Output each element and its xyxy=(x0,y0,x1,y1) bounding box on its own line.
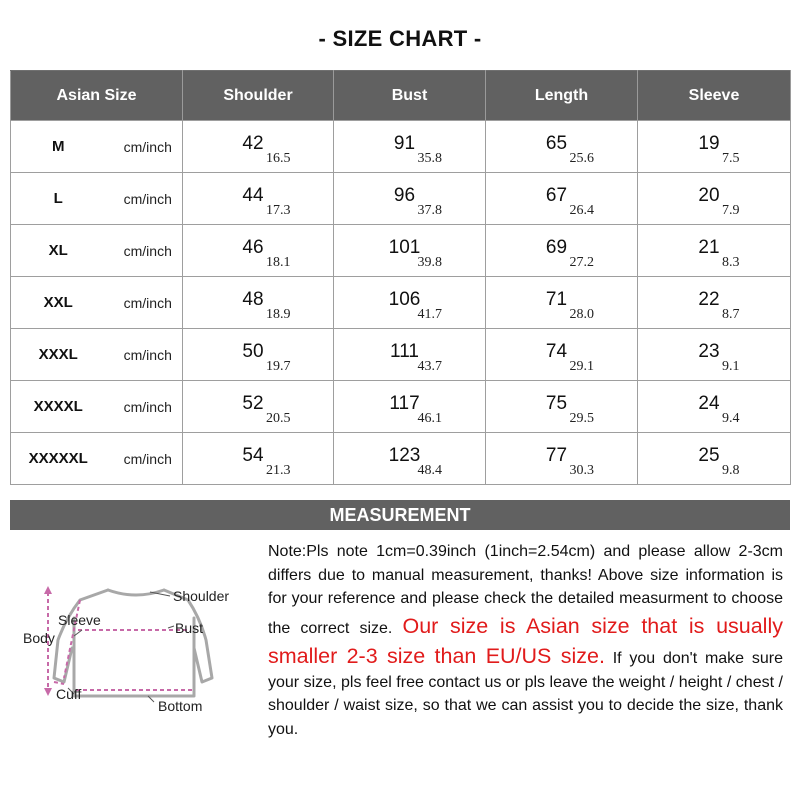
sleeve-cell xyxy=(638,381,791,433)
shoulder-cell xyxy=(183,121,334,173)
bust-inch-value: 48.4 xyxy=(417,463,442,478)
note-asian-size-warning: Our size is Asian size that is usually smaller 2-3 size than EU/US size. xyxy=(268,613,783,668)
bust-cm-value: 101 xyxy=(388,237,421,258)
length-cell xyxy=(486,329,638,381)
header-asian-size: Asian Size xyxy=(11,71,183,121)
shoulder-cm-value: 48 xyxy=(242,289,264,310)
length-cm-value: 75 xyxy=(545,393,568,414)
sleeve-cm-value: 22 xyxy=(698,289,720,310)
shoulder-cell xyxy=(183,277,334,329)
sleeve-cell xyxy=(638,433,791,485)
sleeve-cell xyxy=(638,225,791,277)
sleeve-cm-value: 21 xyxy=(698,237,720,258)
unit-cell: cm/inch xyxy=(106,433,183,485)
length-cm-value: 67 xyxy=(545,185,568,206)
shoulder-cm-value: 52 xyxy=(242,393,264,414)
shoulder-cell xyxy=(183,329,334,381)
label-bust: Bust xyxy=(175,620,204,636)
length-cm-value: 77 xyxy=(545,445,568,466)
length-cell xyxy=(486,225,638,277)
header-bust: Bust xyxy=(334,71,486,121)
shoulder-cm-value: 44 xyxy=(242,185,264,206)
sleeve-inch-value: 8.7 xyxy=(722,307,740,322)
length-inch-value: 29.5 xyxy=(569,411,594,426)
bust-inch-value: 37.8 xyxy=(417,203,442,218)
sleeve-inch-value: 8.3 xyxy=(722,255,740,270)
table-row xyxy=(11,433,791,485)
shoulder-inch-value: 16.5 xyxy=(266,151,291,166)
bust-cell xyxy=(334,277,486,329)
bust-cm-value: 111 xyxy=(390,341,419,362)
bust-inch-value: 46.1 xyxy=(417,411,442,426)
length-inch-value: 25.6 xyxy=(569,151,594,166)
length-cm-value: 74 xyxy=(545,341,568,362)
length-cell xyxy=(486,277,638,329)
length-inch-value: 30.3 xyxy=(569,463,594,478)
unit-cell: cm/inch xyxy=(106,225,183,277)
header-shoulder: Shoulder xyxy=(183,71,334,121)
shoulder-cm-value: 42 xyxy=(242,133,264,154)
sleeve-cell xyxy=(638,277,791,329)
shoulder-cell xyxy=(183,381,334,433)
note-text: Note:Pls note 1cm=0.39inch (1inch=2.54cm) and please allow 2-3cm differs due to manual measurement, thanks! Above size information is for your reference and please check the detailed measurment to choose the correct size. xyxy=(268,543,783,637)
length-inch-value: 26.4 xyxy=(569,203,594,218)
length-inch-value: 27.2 xyxy=(569,255,594,270)
label-body: Body xyxy=(23,630,55,646)
header-sleeve: Sleeve xyxy=(638,71,791,121)
sleeve-cell xyxy=(638,173,791,225)
shoulder-cm-value: 54 xyxy=(242,445,264,466)
sleeve-inch-value: 9.8 xyxy=(722,463,740,478)
bust-cell xyxy=(334,329,486,381)
table-header-row xyxy=(11,71,791,121)
header-length: Length xyxy=(486,71,638,121)
shoulder-inch-value: 18.1 xyxy=(266,255,291,270)
length-cm-value: 71 xyxy=(545,289,568,310)
bust-cell xyxy=(334,173,486,225)
bust-cell xyxy=(334,225,486,277)
sleeve-cm-value: 19 xyxy=(698,133,720,154)
length-cell xyxy=(486,433,638,485)
length-cell xyxy=(486,173,638,225)
measurement-heading: MEASUREMENT xyxy=(10,500,790,530)
bust-cm-value: 91 xyxy=(393,133,416,154)
bust-cell xyxy=(334,381,486,433)
size-cell: XXXL xyxy=(11,329,106,381)
size-cell: L xyxy=(11,173,106,225)
length-cm-value: 65 xyxy=(545,133,568,154)
sleeve-cm-value: 23 xyxy=(698,341,720,362)
length-cell xyxy=(486,121,638,173)
sleeve-inch-value: 7.5 xyxy=(722,151,740,166)
size-cell: XXXXXL xyxy=(11,433,106,485)
bust-cell xyxy=(334,121,486,173)
table-row xyxy=(11,121,791,173)
shoulder-cell xyxy=(183,225,334,277)
size-cell: XL xyxy=(11,225,106,277)
unit-cell: cm/inch xyxy=(106,277,183,329)
shoulder-cell xyxy=(183,173,334,225)
label-sleeve: Sleeve xyxy=(58,612,101,628)
shoulder-cell xyxy=(183,433,334,485)
unit-cell: cm/inch xyxy=(106,121,183,173)
bust-cm-value: 106 xyxy=(388,289,421,310)
bust-inch-value: 39.8 xyxy=(417,255,442,270)
table-row xyxy=(11,225,791,277)
bust-cm-value: 123 xyxy=(388,445,421,466)
length-cm-value: 69 xyxy=(545,237,568,258)
bust-inch-value: 41.7 xyxy=(417,307,442,322)
sleeve-inch-value: 7.9 xyxy=(722,203,740,218)
shoulder-cm-value: 50 xyxy=(242,341,264,362)
size-cell: M xyxy=(11,121,106,173)
label-shoulder: Shoulder xyxy=(173,588,230,604)
unit-cell: cm/inch xyxy=(106,329,183,381)
bust-inch-value: 35.8 xyxy=(417,151,442,166)
shoulder-inch-value: 18.9 xyxy=(266,307,291,322)
table-row xyxy=(11,277,791,329)
sleeve-cm-value: 20 xyxy=(698,185,720,206)
length-cell xyxy=(486,381,638,433)
sleeve-cm-value: 24 xyxy=(698,393,720,414)
unit-cell: cm/inch xyxy=(106,173,183,225)
bust-cell xyxy=(334,433,486,485)
shoulder-cm-value: 46 xyxy=(242,237,264,258)
shoulder-inch-value: 19.7 xyxy=(266,359,291,374)
measurement-notes xyxy=(268,540,783,741)
table-row xyxy=(11,381,791,433)
table-row xyxy=(11,329,791,381)
sleeve-cell xyxy=(638,121,791,173)
length-inch-value: 28.0 xyxy=(569,307,594,322)
sleeve-cm-value: 25 xyxy=(698,445,720,466)
size-chart-table xyxy=(10,70,791,485)
unit-cell: cm/inch xyxy=(106,381,183,433)
page-title: - SIZE CHART - xyxy=(318,26,482,51)
size-cell: XXXXL xyxy=(11,381,106,433)
bust-cm-value: 117 xyxy=(389,393,420,414)
sleeve-inch-value: 9.1 xyxy=(722,359,740,374)
shoulder-inch-value: 20.5 xyxy=(266,411,291,426)
length-inch-value: 29.1 xyxy=(569,359,594,374)
bust-cm-value: 96 xyxy=(393,185,416,206)
shoulder-inch-value: 21.3 xyxy=(266,463,291,478)
sleeve-inch-value: 9.4 xyxy=(722,411,740,426)
shoulder-inch-value: 17.3 xyxy=(266,203,291,218)
note-contact-text: If you don't make sure your size, pls feel free contact us or pls leave the weight / height / chest / shoulder / waist size, so that we can assist you to decide the size, thank you. xyxy=(268,649,783,738)
size-cell: XXL xyxy=(11,277,106,329)
measurement-diagram xyxy=(18,578,243,718)
label-cuff: Cuff xyxy=(56,686,82,702)
table-row xyxy=(11,173,791,225)
label-bottom: Bottom xyxy=(158,698,203,714)
bust-inch-value: 43.7 xyxy=(417,359,442,374)
sleeve-cell xyxy=(638,329,791,381)
